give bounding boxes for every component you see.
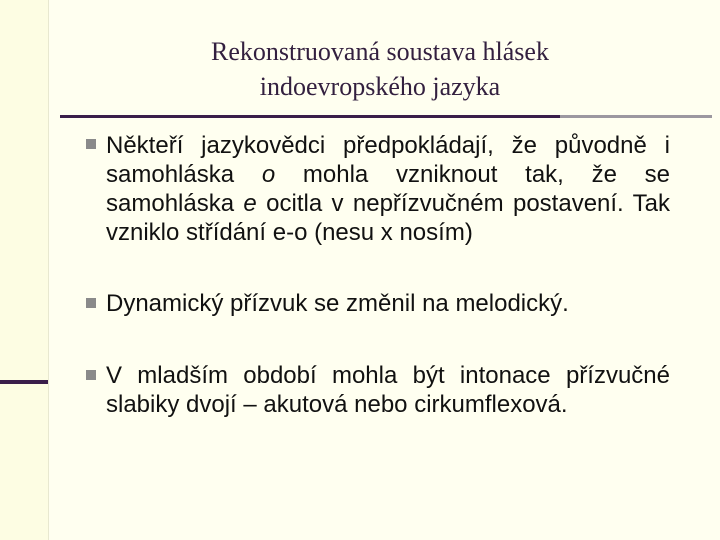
bullet-3-text: V mladším období mohla být intonace přízvučné slabiky dvojí – akutová nebo cirkumflexová. [106,362,670,418]
bullet-marker-icon [86,298,96,308]
title-divider-shadow [560,115,712,118]
bullet-item-3 [106,361,670,419]
bullet-marker-icon [86,139,96,149]
bullet-1-text-c: ocitla v nepřízvučném postavení. Tak vzniklo střídání e-o (nesu x nosím) [106,190,670,246]
bullet-1-text-b: mohla vzniknout tak, že se samohláska [106,161,670,217]
bullet-1-text-a: Někteří jazykovědci předpokládají, že původně i samohláska [106,132,670,188]
bullet-item-1 [106,131,670,247]
slide-title [60,34,700,104]
bullet-1-em-o: o [261,161,276,188]
title-line-1: Rekonstruovaná soustava hlásek [211,37,549,66]
bullet-1-em-e: e [243,190,257,217]
sidebar-accent-line [0,380,48,384]
title-divider [60,115,560,118]
bullet-item-2 [106,289,670,318]
bullet-2-text: Dynamický přízvuk se změnil na melodický. [106,290,569,317]
title-line-2: indoevropského jazyka [259,72,501,101]
bullet-marker-icon [86,370,96,380]
sidebar-panel [0,0,49,540]
